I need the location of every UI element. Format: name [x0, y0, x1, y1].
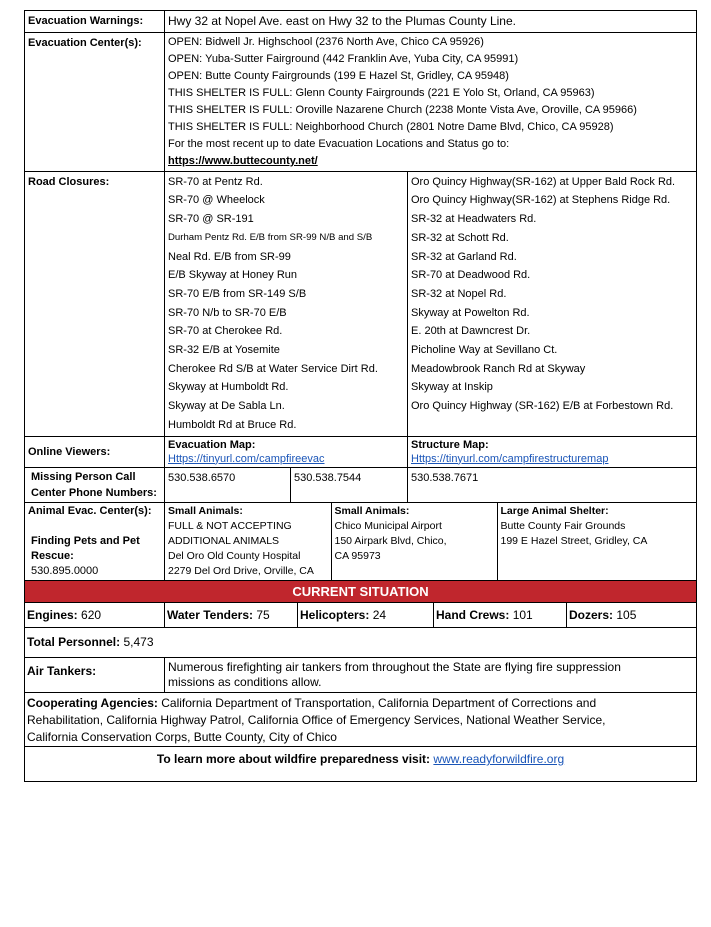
shelter-line: Del Oro Old County Hospital	[168, 549, 301, 562]
large-animal-shelter	[497, 503, 696, 580]
road-closures-row	[25, 171, 697, 436]
animal-evac-label-cell	[25, 502, 165, 580]
road-closures-label: Road Closures:	[25, 171, 165, 436]
current-situation-title: CURRENT SITUATION	[25, 580, 697, 602]
helicopters-cell	[298, 602, 434, 628]
hand-crews-cell	[434, 602, 567, 628]
air-tankers-label: Air Tankers:	[25, 657, 165, 692]
evacuation-center-line: OPEN: Bidwell Jr. Highschool (2376 North Ave, Chico CA 95926)	[168, 35, 484, 48]
air-tankers-line: Numerous firefighting air tankers from throughout the State are flying fire suppression	[168, 659, 621, 674]
road-closure-item: Neal Rd. E/B from SR-99	[168, 250, 291, 263]
evacuation-centers-list	[165, 32, 697, 171]
shelter-line: 199 E Hazel Street, Gridley, CA	[500, 534, 648, 547]
evacuation-center-line: For the most recent up to date Evacuation Locations and Status go to:	[168, 137, 510, 150]
evacuation-center-line: THIS SHELTER IS FULL: Glenn County Fairgrounds (221 E Yolo St, Orland, CA 95963)	[168, 86, 595, 99]
road-closure-item: Skyway at Inskip	[411, 381, 493, 394]
water-tenders-value: 75	[256, 607, 270, 622]
cooperating-agencies-cell	[25, 692, 697, 746]
engines-label: Engines:	[27, 607, 78, 622]
evacuation-center-line: THIS SHELTER IS FULL: Neighborhood Church (2801 Notre Dame Blvd, Chico, CA 95928)	[168, 120, 614, 133]
cooperating-agencies-line: California Department of Transportation, California Department of Corrections and	[161, 695, 597, 710]
water-tenders-label: Water Tenders:	[167, 607, 254, 622]
road-closure-item: SR-70 @ SR-191	[168, 213, 254, 226]
air-tankers-text	[165, 657, 697, 692]
evacuation-map-title: Evacuation Map:	[168, 438, 256, 451]
shelter-line: CA 95973	[334, 549, 381, 562]
current-situation-table	[24, 580, 697, 782]
road-closure-item: SR-70 at Deadwood Rd.	[411, 269, 531, 282]
road-closure-item: Meadowbrook Ranch Rd at Skyway	[411, 362, 586, 375]
road-closure-item: SR-32 at Nopel Rd.	[411, 287, 507, 300]
helicopters-label: Helicopters:	[300, 607, 370, 622]
road-closure-item: SR-32 E/B at Yosemite	[168, 344, 280, 357]
butte-county-link[interactable]: https://www.buttecounty.net/	[168, 154, 318, 167]
missing-person-phone-3: 530.538.7671	[408, 467, 697, 502]
structure-map-link[interactable]: Https://tinyurl.com/campfirestructuremap	[411, 452, 609, 465]
animal-shelters-cell	[165, 502, 697, 580]
road-closure-item: SR-70 at Cherokee Rd.	[168, 325, 283, 338]
road-closures-left-list	[165, 171, 408, 436]
road-closure-item: SR-70 E/B from SR-149 S/B	[168, 287, 307, 300]
missing-person-row	[25, 467, 697, 502]
small-animals-shelter-1	[165, 503, 331, 580]
road-closure-item: SR-70 N/b to SR-70 E/B	[168, 306, 287, 319]
learn-more-row	[25, 746, 697, 781]
readyforwildfire-link[interactable]: www.readyforwildfire.org	[433, 751, 565, 766]
air-tankers-line: missions as conditions allow.	[168, 674, 322, 689]
dozers-value: 105	[616, 607, 637, 622]
evacuation-centers-row	[25, 32, 697, 171]
personnel-label: Total Personnel:	[27, 635, 121, 650]
road-closure-item: Cherokee Rd S/B at Water Service Dirt Rd.	[168, 362, 378, 375]
resources-row	[25, 602, 697, 628]
animal-evac-label: Animal Evac. Center(s):	[28, 504, 152, 517]
air-tankers-row	[25, 657, 697, 692]
missing-person-phone-1: 530.538.6570	[165, 467, 291, 502]
evacuation-center-line: OPEN: Yuba-Sutter Fairground (442 Franklin Ave, Yuba City, CA 95991)	[168, 52, 519, 65]
road-closure-item: SR-32 at Headwaters Rd.	[411, 213, 537, 226]
road-closures-right-list	[408, 171, 697, 436]
evacuation-centers-label: Evacuation Center(s):	[25, 32, 165, 171]
shelter-line: 150 Airpark Blvd, Chico,	[334, 534, 447, 547]
engines-value: 620	[81, 607, 102, 622]
water-tenders-cell	[165, 602, 298, 628]
road-closure-item: Skyway at De Sabla Ln.	[168, 400, 285, 413]
learn-more-cell	[25, 746, 697, 781]
evacuation-map-link[interactable]: Https://tinyurl.com/campfireevac	[168, 452, 325, 465]
evacuation-center-line: OPEN: Butte County Fairgrounds (199 E Hazel St, Gridley, CA 95948)	[168, 69, 509, 82]
finding-pets-phone: 530.895.0000	[31, 564, 99, 577]
road-closure-item: Durham Pentz Rd. E/B from SR-99 N/B and S/B	[168, 231, 373, 243]
road-closure-item: Oro Quincy Highway(SR-162) at Upper Bald Rock Rd.	[411, 175, 676, 188]
hand-crews-value: 101	[512, 607, 533, 622]
animal-evac-row	[25, 502, 697, 580]
personnel-value: 5,473	[123, 635, 154, 650]
shelter-line: FULL & NOT ACCEPTING	[168, 519, 292, 532]
learn-more-text: To learn more about wildfire preparedness visit:	[156, 751, 431, 766]
structure-map-cell	[408, 436, 697, 467]
road-closure-item: SR-70 @ Wheelock	[168, 194, 265, 207]
missing-person-label: Missing Person Call Center Phone Numbers:	[25, 467, 165, 502]
evacuation-warnings-value: Hwy 32 at Nopel Ave. east on Hwy 32 to the Plumas County Line.	[165, 11, 697, 33]
road-closure-item: Skyway at Powelton Rd.	[411, 306, 530, 319]
road-closure-item: Humboldt Rd at Bruce Rd.	[168, 418, 297, 431]
shelter-line: Chico Municipal Airport	[334, 519, 442, 532]
road-closure-item: Picholine Way at Sevillano Ct.	[411, 344, 558, 357]
road-closure-item: SR-32 at Garland Rd.	[411, 250, 517, 263]
cooperating-agencies-line: California Conservation Corps, Butte County, City of Chico	[27, 729, 337, 744]
online-viewers-row	[25, 436, 697, 467]
dozers-label: Dozers:	[569, 607, 614, 622]
road-closure-item: SR-70 at Pentz Rd.	[168, 175, 263, 188]
animal-shelters-table	[165, 503, 696, 580]
online-viewers-label: Online Viewers:	[25, 436, 165, 467]
helicopters-value: 24	[372, 607, 387, 622]
evacuation-warnings-label: Evacuation Warnings:	[25, 11, 165, 33]
road-closure-item: E. 20th at Dawncrest Dr.	[411, 325, 531, 338]
personnel-row	[25, 628, 697, 658]
cooperating-agencies-line: Rehabilitation, California Highway Patrol, California Office of Emergency Services, National Weather Service,	[27, 712, 606, 727]
incident-table	[24, 10, 697, 581]
small-animals-title-2: Small Animals:	[334, 504, 410, 517]
dozers-cell	[567, 602, 697, 628]
engines-cell	[25, 602, 165, 628]
road-closure-item: Skyway at Humboldt Rd.	[168, 381, 289, 394]
structure-map-title: Structure Map:	[411, 438, 489, 451]
shelter-line: 2279 Del Ord Drive, Orville, CA	[168, 564, 314, 577]
road-closure-item: Oro Quincy Highway(SR-162) at Stephens Ridge Rd.	[411, 194, 671, 207]
cooperating-agencies-label: Cooperating Agencies:	[27, 695, 158, 710]
evacuation-map-cell	[165, 436, 408, 467]
evacuation-center-line: THIS SHELTER IS FULL: Oroville Nazarene Church (2238 Monte Vista Ave, Oroville, CA 95966)	[168, 103, 637, 116]
missing-person-phone-2: 530.538.7544	[291, 467, 408, 502]
finding-pets-label: Finding Pets and Pet Rescue:	[31, 534, 140, 562]
evacuation-warnings-row	[25, 11, 697, 33]
hand-crews-label: Hand Crews:	[436, 607, 510, 622]
road-closure-item: SR-32 at Schott Rd.	[411, 231, 509, 244]
shelter-line: ADDITIONAL ANIMALS	[168, 534, 280, 547]
small-animals-shelter-2	[331, 503, 497, 580]
shelter-line: Butte County Fair Grounds	[500, 519, 626, 532]
personnel-cell	[25, 628, 697, 658]
large-animal-title: Large Animal Shelter:	[500, 504, 609, 517]
road-closure-item: Oro Quincy Highway (SR-162) E/B at Forbestown Rd.	[411, 400, 674, 413]
cooperating-row	[25, 692, 697, 746]
incident-report-sheet	[24, 10, 696, 782]
small-animals-title-1: Small Animals:	[168, 504, 243, 517]
road-closure-item: E/B Skyway at Honey Run	[168, 269, 298, 282]
